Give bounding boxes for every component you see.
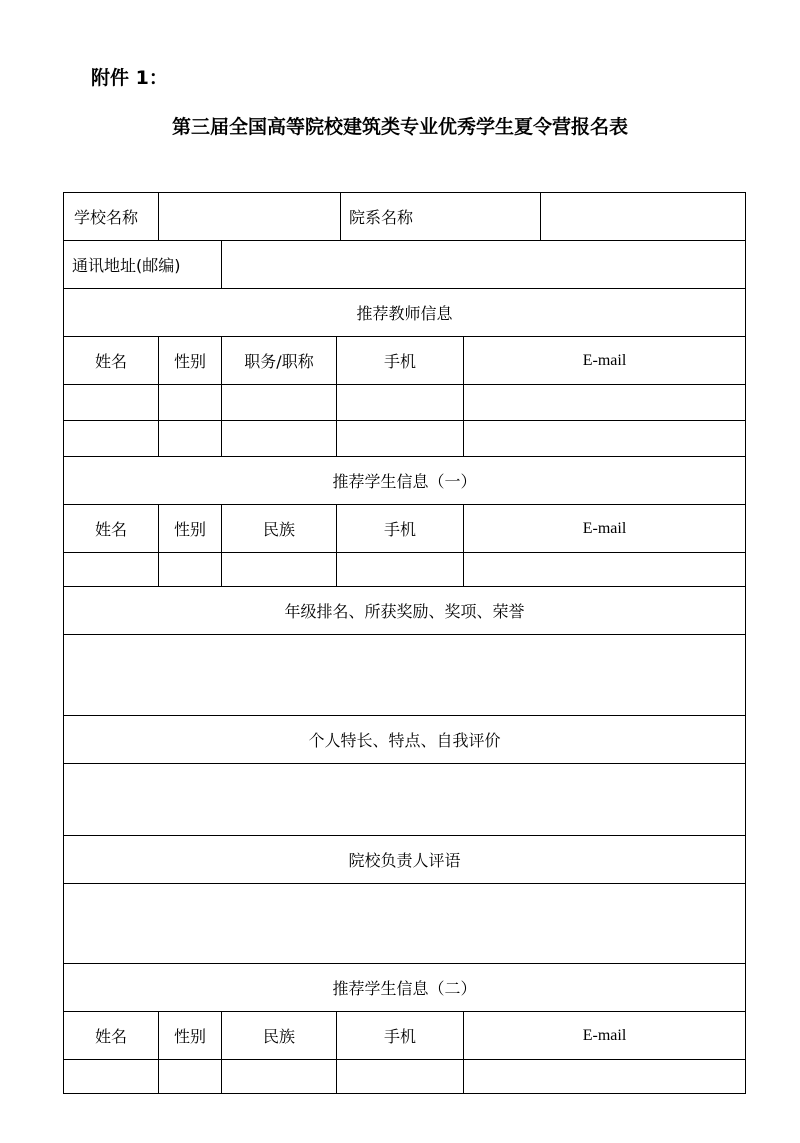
student1-gender-cell[interactable] bbox=[159, 553, 222, 587]
student1-phone-cell[interactable] bbox=[337, 553, 464, 587]
teacher-header-title: 职务/职称 bbox=[222, 337, 337, 385]
student1-section-row bbox=[64, 457, 746, 505]
teacher-header-email: E-mail bbox=[464, 337, 746, 385]
teacher-header-name: 姓名 bbox=[64, 337, 159, 385]
student1-header-gender: 性别 bbox=[159, 505, 222, 553]
registration-form-table bbox=[63, 192, 746, 1094]
teacher-title-cell[interactable] bbox=[222, 421, 337, 457]
student2-section-row bbox=[64, 964, 746, 1012]
student1-header-row bbox=[64, 505, 746, 553]
comment-section-title: 院校负责人评语 bbox=[64, 836, 746, 884]
department-field[interactable] bbox=[541, 193, 746, 241]
ranking-content-row bbox=[64, 635, 746, 716]
student2-entry-row bbox=[64, 1060, 746, 1094]
teacher-header-phone: 手机 bbox=[337, 337, 464, 385]
student1-section-title: 推荐学生信息（一） bbox=[64, 457, 746, 505]
address-field[interactable] bbox=[222, 241, 746, 289]
student2-header-phone: 手机 bbox=[337, 1012, 464, 1060]
teacher-gender-cell[interactable] bbox=[159, 421, 222, 457]
teacher-entry-row bbox=[64, 385, 746, 421]
student1-entry-row bbox=[64, 553, 746, 587]
teacher-name-cell[interactable] bbox=[64, 385, 159, 421]
self-eval-section-row bbox=[64, 716, 746, 764]
school-row bbox=[64, 193, 746, 241]
attachment-label: 附件 1： bbox=[91, 67, 168, 89]
address-row bbox=[64, 241, 746, 289]
student1-header-ethnicity: 民族 bbox=[222, 505, 337, 553]
comment-content-row bbox=[64, 884, 746, 964]
school-name-field[interactable] bbox=[159, 193, 341, 241]
student2-phone-cell[interactable] bbox=[337, 1060, 464, 1094]
teacher-name-cell[interactable] bbox=[64, 421, 159, 457]
ranking-section-row bbox=[64, 587, 746, 635]
teacher-section-title: 推荐教师信息 bbox=[64, 289, 746, 337]
teacher-entry-row bbox=[64, 421, 746, 457]
department-label: 院系名称 bbox=[341, 193, 541, 241]
student2-header-ethnicity: 民族 bbox=[222, 1012, 337, 1060]
form-title: 第三届全国高等院校建筑类专业优秀学生夏令营报名表 bbox=[171, 116, 628, 138]
student2-ethnicity-cell[interactable] bbox=[222, 1060, 337, 1094]
student2-header-name: 姓名 bbox=[64, 1012, 159, 1060]
teacher-email-cell[interactable] bbox=[464, 385, 746, 421]
student2-header-row bbox=[64, 1012, 746, 1060]
student2-header-gender: 性别 bbox=[159, 1012, 222, 1060]
ranking-section-title: 年级排名、所获奖励、奖项、荣誉 bbox=[64, 587, 746, 635]
student1-email-cell[interactable] bbox=[464, 553, 746, 587]
teacher-phone-cell[interactable] bbox=[337, 421, 464, 457]
student1-header-phone: 手机 bbox=[337, 505, 464, 553]
teacher-gender-cell[interactable] bbox=[159, 385, 222, 421]
ranking-content-field[interactable] bbox=[64, 635, 746, 716]
student1-header-email: E-mail bbox=[464, 505, 746, 553]
teacher-header-gender: 性别 bbox=[159, 337, 222, 385]
teacher-section-row bbox=[64, 289, 746, 337]
self-eval-section-title: 个人特长、特点、自我评价 bbox=[64, 716, 746, 764]
teacher-phone-cell[interactable] bbox=[337, 385, 464, 421]
comment-content-field[interactable] bbox=[64, 884, 746, 964]
student2-gender-cell[interactable] bbox=[159, 1060, 222, 1094]
teacher-header-row bbox=[64, 337, 746, 385]
student2-header-email: E-mail bbox=[464, 1012, 746, 1060]
teacher-title-cell[interactable] bbox=[222, 385, 337, 421]
student1-header-name: 姓名 bbox=[64, 505, 159, 553]
student2-name-cell[interactable] bbox=[64, 1060, 159, 1094]
self-eval-content-field[interactable] bbox=[64, 764, 746, 836]
teacher-email-cell[interactable] bbox=[464, 421, 746, 457]
address-label: 通讯地址(邮编) bbox=[64, 241, 222, 289]
comment-section-row bbox=[64, 836, 746, 884]
student2-email-cell[interactable] bbox=[464, 1060, 746, 1094]
student1-name-cell[interactable] bbox=[64, 553, 159, 587]
student1-ethnicity-cell[interactable] bbox=[222, 553, 337, 587]
self-eval-content-row bbox=[64, 764, 746, 836]
student2-section-title: 推荐学生信息（二） bbox=[64, 964, 746, 1012]
school-name-label: 学校名称 bbox=[64, 193, 159, 241]
